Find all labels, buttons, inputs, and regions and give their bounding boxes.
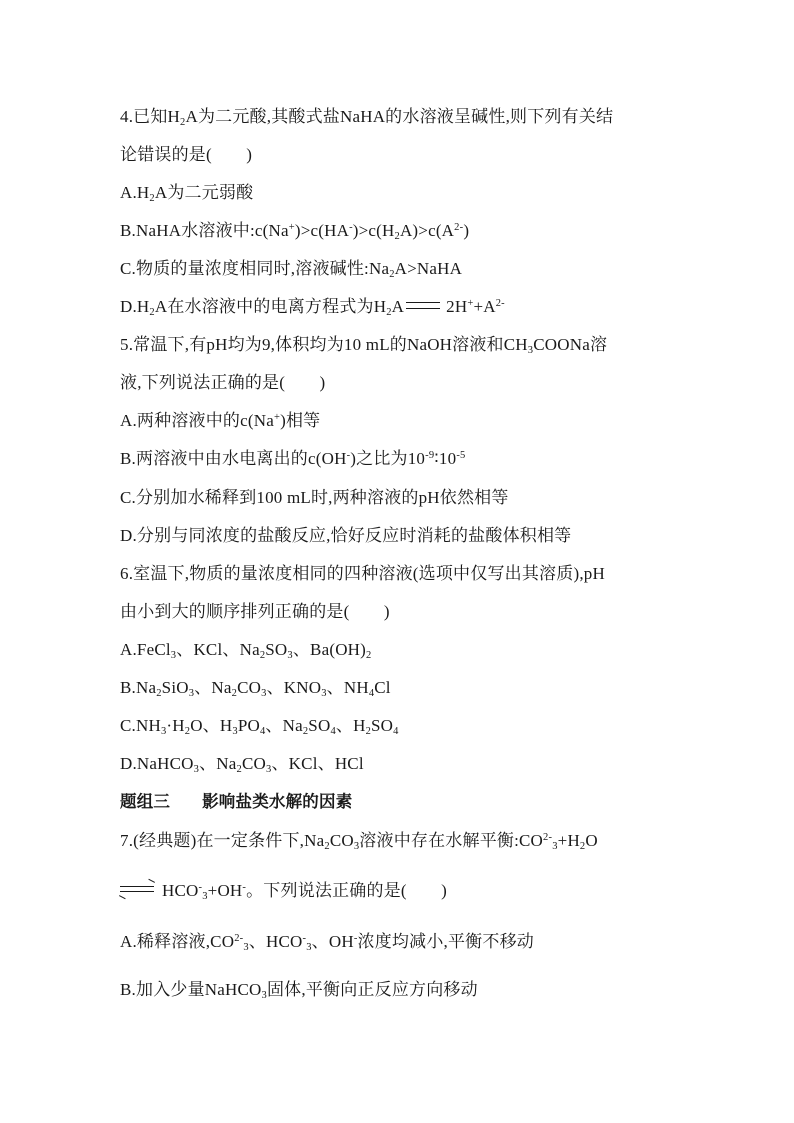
superscript: 2- <box>495 298 505 309</box>
superscript: - <box>242 882 247 893</box>
text-run: 、H <box>335 716 366 735</box>
text-run: SO <box>371 716 394 735</box>
text-run: D.H <box>120 297 150 316</box>
text-line <box>120 372 325 394</box>
superscript: + <box>288 222 295 233</box>
text-line <box>120 220 469 242</box>
subscript: 3 <box>321 688 327 699</box>
text-run: A在水溶液中的电离方程式为H <box>154 297 387 316</box>
text-run: C.物质的量浓度相同时,溶液碱性:Na <box>120 259 390 278</box>
text-run: SO <box>265 640 288 659</box>
superscript: - <box>349 222 353 233</box>
text-run: )之比为10 <box>350 449 426 468</box>
superscript: + <box>467 298 474 309</box>
text-run: D.分别与同浓度的盐酸反应,恰好反应时消耗的盐酸体积相等 <box>120 526 572 545</box>
subscript: 3 <box>243 942 249 953</box>
text-line <box>120 182 253 204</box>
text-run: O <box>585 831 598 850</box>
text-run: 论错误的是( ) <box>120 145 253 164</box>
subscript: 3 <box>188 688 195 699</box>
text-run: +A <box>473 297 496 316</box>
text-run: 6.室温下,物质的量浓度相同的四种溶液(选项中仅写出其溶质),pH <box>120 564 605 583</box>
subscript: 2 <box>180 117 186 128</box>
text-run: SiO <box>161 678 189 697</box>
text-run: 、Na <box>265 716 303 735</box>
subscript: 2 <box>365 726 372 737</box>
subscript: 2 <box>366 650 372 661</box>
subscript: 4 <box>393 726 399 737</box>
superscript: - <box>346 450 351 461</box>
text-run: A为二元酸,其酸式盐NaHA的水溶液呈碱性,则下列有关结 <box>185 107 614 126</box>
text-run: A)>c(A <box>399 221 455 240</box>
subscript: 3 <box>193 764 200 775</box>
text-run: O、H <box>190 716 233 735</box>
subscript: 3 <box>170 650 177 661</box>
text-run: COONa溶 <box>533 335 608 354</box>
subscript: 2 <box>386 307 392 318</box>
text-run: 、KCl、HCl <box>271 754 364 773</box>
text-run: +H <box>557 831 580 850</box>
text-line <box>120 334 607 356</box>
text-line <box>120 601 390 623</box>
text-run: CO <box>242 754 267 773</box>
text-line <box>120 410 320 432</box>
superscript: - <box>302 933 307 944</box>
text-run: 、NH <box>326 678 369 697</box>
text-run: A <box>391 297 405 316</box>
text-line <box>120 677 391 699</box>
text-run: ·H <box>166 716 185 735</box>
subscript: 2 <box>394 231 400 242</box>
text-run: 影响盐类水解的因素 <box>202 792 353 811</box>
text-run: 、Na <box>194 678 232 697</box>
text-run: +OH <box>207 881 243 900</box>
text-run: 2H <box>446 297 468 316</box>
text-run: C.分别加水稀释到100 mL时,两种溶液的pH依然相等 <box>120 488 509 507</box>
equals-sign-icon <box>406 302 440 309</box>
text-line <box>120 715 399 737</box>
superscript: -5 <box>456 450 466 461</box>
text-run: 、KNO <box>266 678 322 697</box>
subscript: 2 <box>156 688 162 699</box>
subscript: 2 <box>324 841 330 852</box>
text-run: C.NH <box>120 716 161 735</box>
text-line <box>120 525 571 547</box>
subscript: 3 <box>261 688 267 699</box>
text-run: A为二元弱酸 <box>154 183 254 202</box>
text-run: A.稀释溶液,CO <box>120 932 235 951</box>
subscript: 2 <box>259 650 266 661</box>
superscript: 2- <box>543 832 553 843</box>
text-line <box>120 448 465 470</box>
text-line <box>120 144 252 166</box>
subscript: 3 <box>232 726 238 737</box>
subscript: 3 <box>287 650 293 661</box>
subscript: 2 <box>389 269 395 280</box>
subscript: 2 <box>236 764 242 775</box>
superscript: 2- <box>454 222 464 233</box>
subscript: 3 <box>552 841 558 852</box>
text-run: HCO <box>162 881 199 900</box>
subscript: 2 <box>231 688 238 699</box>
text-run: )>c(HA <box>294 221 350 240</box>
subscript: 2 <box>302 726 309 737</box>
section-heading <box>120 791 352 813</box>
text-run: Cl <box>374 678 391 697</box>
superscript: - <box>198 882 203 893</box>
subscript: 3 <box>261 990 267 1001</box>
text-line <box>120 639 371 661</box>
text-line <box>120 106 613 128</box>
text-run: A>NaHA <box>394 259 463 278</box>
subscript: 2 <box>579 841 586 852</box>
text-run: )>c(H <box>352 221 395 240</box>
text-run: B.Na <box>120 678 157 697</box>
text-line <box>120 880 447 902</box>
text-run: A.H <box>120 183 150 202</box>
reversible-arrow-icon <box>120 885 154 893</box>
text-run: 7.(经典题)在一定条件下,Na <box>120 831 325 850</box>
subscript: 2 <box>149 193 155 204</box>
superscript: -9 <box>425 450 435 461</box>
text-run: B.NaHA水溶液中:c(Na <box>120 221 289 240</box>
text-run: 液,下列说法正确的是( ) <box>120 373 326 392</box>
subscript: 4 <box>330 726 336 737</box>
text-run: )相等 <box>280 411 321 430</box>
text-run: A.两种溶液中的c(Na <box>120 411 274 430</box>
text-run: 、HCO <box>248 932 303 951</box>
subscript: 4 <box>368 688 375 699</box>
subscript: 3 <box>306 942 312 953</box>
text-line <box>120 931 534 953</box>
text-line <box>120 487 509 509</box>
text-run: 、Ba(OH) <box>292 640 367 659</box>
subscript: 3 <box>353 841 360 852</box>
text-run: SO <box>308 716 331 735</box>
subscript: 3 <box>266 764 272 775</box>
text-line <box>120 563 605 585</box>
text-run: 4.已知H <box>120 107 181 126</box>
subscript: 2 <box>149 307 155 318</box>
text-line <box>120 753 364 775</box>
subscript: 3 <box>527 345 534 356</box>
text-run: CO <box>329 831 354 850</box>
text-line <box>120 258 462 280</box>
text-run: B.两溶液中由水电离出的c(OH <box>120 449 347 468</box>
text-run: 浓度均减小,平衡不移动 <box>357 932 534 951</box>
text-run: 、KCl、Na <box>176 640 260 659</box>
text-run: PO <box>237 716 260 735</box>
text-run: 溶液中存在水解平衡:CO <box>359 831 544 850</box>
text-run: 固体,平衡向正反应方向移动 <box>266 980 478 999</box>
text-run: 。下列说法正确的是( ) <box>246 881 448 900</box>
subscript: 3 <box>202 891 208 902</box>
text-line <box>120 979 478 1001</box>
superscript: + <box>273 412 281 423</box>
text-run: CO <box>237 678 262 697</box>
text-run: B.加入少量NaHCO <box>120 980 262 999</box>
text-run: 由小到大的顺序排列正确的是( ) <box>120 602 390 621</box>
text-run: D.NaHCO <box>120 754 194 773</box>
superscript: - <box>353 933 358 944</box>
text-run: ∶10 <box>434 449 457 468</box>
text-run: 5.常温下,有pH均为9,体积均为10 mL的NaOH溶液和CH <box>120 335 528 354</box>
text-line <box>120 830 598 852</box>
text-run: A.FeCl <box>120 640 171 659</box>
text-run: 、Na <box>199 754 237 773</box>
text-run: 题组三 <box>120 792 171 811</box>
subscript: 4 <box>259 726 266 737</box>
text-run: ) <box>463 221 470 240</box>
text-line <box>120 296 505 318</box>
superscript: 2- <box>234 933 244 944</box>
subscript: 3 <box>160 726 167 737</box>
text-run: 、OH <box>311 932 354 951</box>
subscript: 2 <box>184 726 191 737</box>
